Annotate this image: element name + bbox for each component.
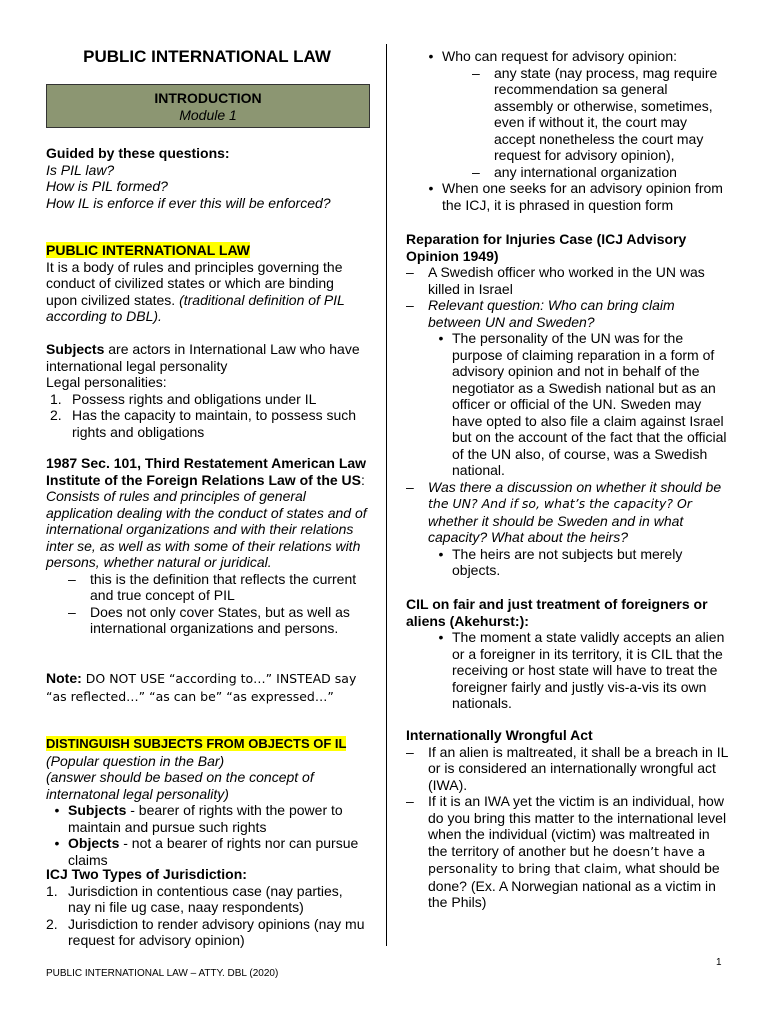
note-para [46, 670, 368, 705]
bullet-item: • The personality of the UN was for the purpose of claiming reparation in a form of advisory opinion and not in behalf of the negotiator as a Swedish national but as an officer or official of the UN. Sweden may have opted to also file a claim against Israel but on the account of the fact that the official of the UN also, of course, was a Swedish national. [438, 330, 727, 478]
subjects-text: are actors in International Law who have international legal personality [46, 341, 360, 374]
dash-item-text: If it is an IWA yet the victim is an individual, how do you bring this matter to the international level when the individual (victim) was maltreated in the territory of another but he doesn’t have a personality to bring that claim, what should be done? (Ex. A Norwegian national as a victim in the Phils) [428, 793, 727, 910]
bullet-text: The personality of the UN was for the purpose of claiming reparation in a form of advisory opinion and not in behalf of the negotiator as a Swedish national but as an officer or official of the UN. Sweden may have opted to also file a claim against Israel but on the account of the fact that the official of the UN also, of course, was a Swedish national. [452, 330, 727, 478]
dash-item-text: Relevant question: Who can bring claim between UN and Sweden? [428, 297, 675, 330]
dash-item: – this is the definition that reflects the current and true concept of PIL [46, 571, 368, 604]
dash-item: – any state (nay process, mag require recommendation sa general assembly or otherwise, sometimes, even if without it, the court may accept nonetheless the court may request for advisory opinion), [406, 65, 728, 164]
dash-item: – A Swedish officer who worked in the UN was killed in Israel [406, 264, 728, 297]
bullet-text: Objects - not a bearer of rights nor can pursue claims [68, 835, 359, 868]
dash-item-text: any international organization [494, 163, 677, 180]
note-section [46, 670, 368, 705]
reparation-heading: Reparation for Injuries Case (ICJ Advisory Opinion 1949) [406, 231, 687, 264]
bullet-item: • The heirs are not subjects but merely objects. [406, 546, 728, 579]
guided-heading: Guided by these questions: [46, 145, 230, 161]
dash-item: – Relevant question: Who can bring claim between UN and Sweden? [406, 297, 728, 330]
icj-heading: ICJ Two Types of Jurisdiction: [46, 866, 247, 882]
bullet-text: The moment a state validly accepts an alien or a foreigner in its territory, it is CIL that the receiving or host state will have to treat the foreigner fairly and justly vis-a-vis its own nationals. [452, 629, 725, 711]
restatement-heading: 1987 Sec. 101, Third Restatement American Law Institute of the Foreign Relations Law of the US [46, 455, 367, 488]
distinguish-p1: (Popular question in the Bar) [46, 752, 225, 769]
page-title: PUBLIC INTERNATIONAL LAW [83, 47, 331, 66]
dash-item: – Does not only cover States, but as well as international organizations and persons. [46, 604, 368, 637]
restatement-section [46, 455, 368, 637]
dash-item: – Was there a discussion on whether it should be the UN? And if so, what’s the capacity? Or whether it should be Sweden and in what capacity? What about the heirs? [406, 479, 728, 546]
intro-module: Module 1 [179, 106, 237, 123]
bullet-item: • Subjects - bearer of rights with the power to maintain and pursue such rights [46, 802, 368, 835]
note-bold: Note: [46, 670, 82, 686]
list-item-text: Jurisdiction to render advisory opinions (nay mu request for advisory opinion) [68, 915, 365, 948]
iwa-heading: Internationally Wrongful Act [406, 727, 593, 743]
dash-item: – any international organization [472, 163, 677, 180]
intro-heading: INTRODUCTION [154, 90, 262, 106]
dash-item-text: any state (nay process, mag require recommendation sa general assembly or otherwise, sometimes, even if without it, the court may accept nonetheless the court may request for advisory opinion), [494, 64, 718, 163]
pil-definition [46, 259, 368, 325]
icj-section [46, 866, 368, 949]
bullet-text: The heirs are not subjects but merely objects. [452, 545, 683, 578]
subjects-para [46, 341, 368, 374]
legal-personalities: Legal personalities: [46, 374, 167, 390]
restatement-definition: Consists of rules and principles of general application dealing with the conduct of states and of international organizations and with their relations inter se, as well as with some of their relations with persons, whether natural or juridical. [46, 488, 367, 570]
advisory-section [406, 48, 728, 213]
bullet-text: Subjects - bearer of rights with the power to maintain and pursue such rights [68, 802, 343, 835]
page-number: 1 [716, 957, 722, 968]
subjects-bold: Subjects [46, 341, 105, 357]
list-item: 2. Has the capacity to maintain, to possess such rights and obligations [46, 407, 368, 440]
dash-item-text: If an alien is maltreated, it shall be a breach in IL or is considered an internationally wrongful act (IWA). [428, 743, 728, 793]
bullet-item: • Objects - not a bearer of rights nor can pursue claims [46, 835, 368, 868]
list-item: 1. Jurisdiction in contentious case (nay parties, nay ni file ug case, naay respondents) [46, 883, 368, 916]
pil-text: It is a body of rules and principles governing the conduct of civilized states or which are binding upon civilized states. [46, 258, 343, 308]
column-divider [386, 44, 387, 946]
list-item-text: Possess rights and obligations under IL [72, 390, 317, 407]
guided-section [46, 145, 368, 211]
distinguish-p2: (answer should be based on the concept of internatonal legal personality) [46, 769, 314, 802]
guided-q2: How is PIL formed? [46, 178, 168, 194]
list-item-text: Jurisdiction in contentious case (nay parties, nay ni file ug case, naay respondents) [68, 882, 343, 915]
page-footer: PUBLIC INTERNATIONAL LAW – ATTY. DBL (2020) [46, 968, 279, 979]
list-item-text: Has the capacity to maintain, to possess such rights and obligations [72, 407, 357, 440]
dash-item: – If it is an IWA yet the victim is an individual, how do you bring this matter to the international level when the individual (victim) was maltreated in the territory of another but he doesn’t have a personality to bring that claim, what should be done? (Ex. A Norwegian national as a victim in the Phils) [406, 793, 727, 910]
dash-item-text: A Swedish officer who worked in the UN was killed in Israel [428, 264, 705, 297]
subjects-section [46, 341, 368, 440]
list-item: 2. Jurisdiction to render advisory opinions (nay mu request for advisory opinion) [46, 916, 368, 949]
bullet-text: Who can request for advisory opinion: [442, 48, 678, 64]
dash-item-text: Was there a discussion on whether it should be the UN? And if so, what’s the capacity? Or whether it should be Sweden and in what capacity? What about the heirs? [428, 478, 722, 545]
pil-italic: (traditional definition of PIL according to DBL). [46, 291, 345, 324]
guided-q3: How IL is enforce if ever this will be enforced? [46, 194, 331, 211]
restatement-colon: : [361, 471, 365, 488]
pil-section [46, 242, 368, 325]
list-item: 1. Possess rights and obligations under IL [50, 390, 317, 407]
dash-item-text: this is the definition that reflects the current and true concept of PIL [90, 570, 357, 603]
distinguish-heading: DISTINGUISH SUBJECTS FROM OBJECTS OF IL [46, 736, 347, 751]
cil-section [406, 596, 728, 712]
bullet-item: • Who can request for advisory opinion: [428, 48, 678, 64]
guided-q1: Is PIL law? [46, 161, 115, 178]
cil-heading: CIL on fair and just treatment of foreigners or aliens (Akehurst:): [406, 596, 708, 629]
iwa-section [406, 727, 728, 911]
bullet-text: When one seeks for an advisory opinion from the ICJ, it is phrased in question form [442, 180, 723, 213]
dash-item-text: Does not only cover States, but as well as international organizations and persons. [90, 603, 350, 636]
pil-heading: PUBLIC INTERNATIONAL LAW [46, 242, 251, 258]
bullet-item: • The moment a state validly accepts an alien or a foreigner in its territory, it is CIL that the receiving or host state will have to treat the foreigner fairly and justly vis-a-vis its own nationals. [406, 629, 728, 712]
intro-box [46, 84, 370, 128]
reparation-section [406, 231, 728, 579]
restatement-heading-para [46, 455, 368, 488]
distinguish-section [46, 735, 368, 868]
note-text: DO NOT USE “according to…” INSTEAD say “as reflected…” “as can be” “as expressed…” [46, 671, 357, 704]
dash-item: – If an alien is maltreated, it shall be a breach in IL or is considered an internationally wrongful act (IWA). [406, 743, 728, 793]
bullet-item: • When one seeks for an advisory opinion from the ICJ, it is phrased in question form [406, 180, 728, 213]
